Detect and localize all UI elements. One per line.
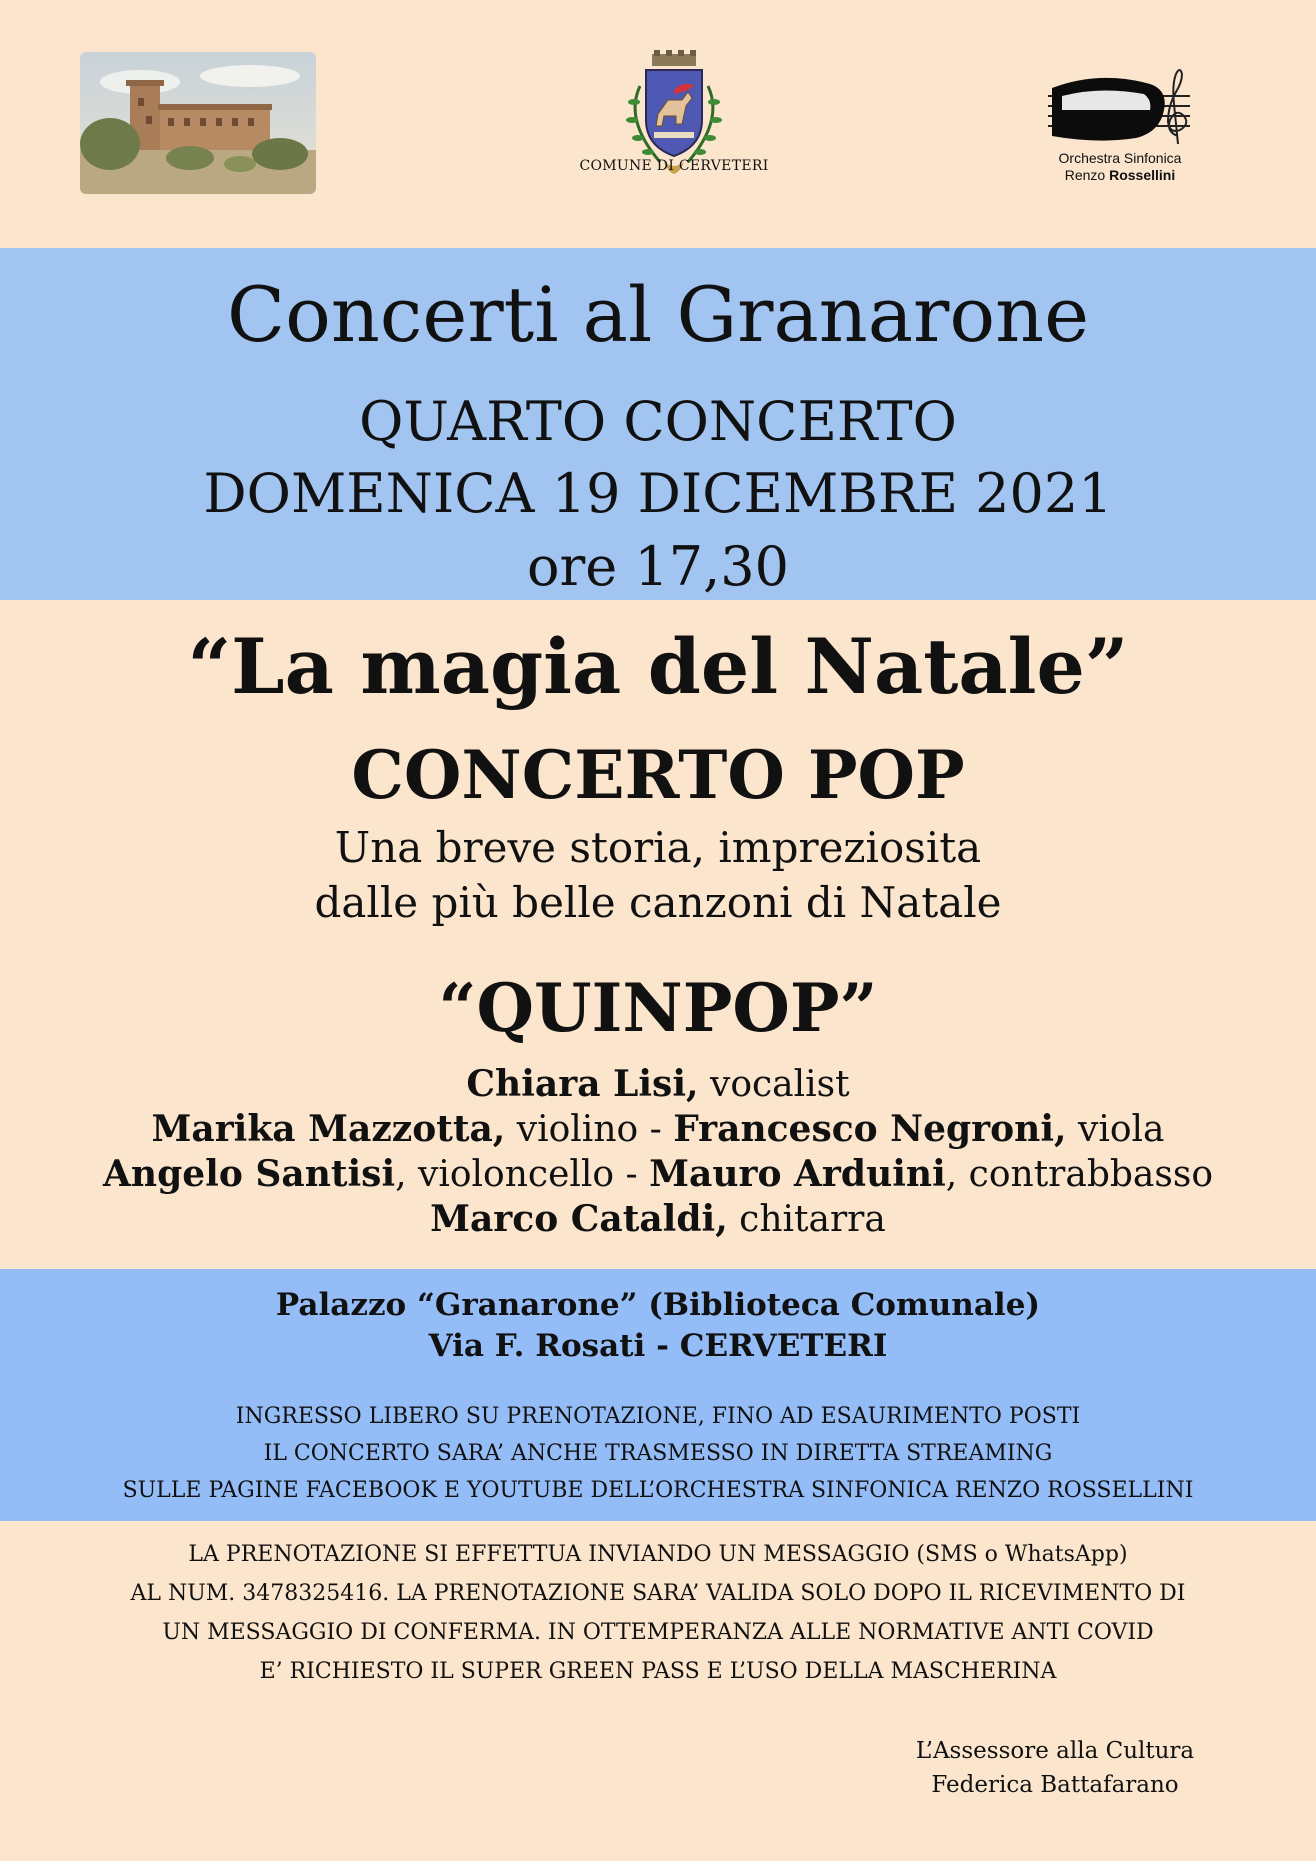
signature-role: L’Assessore alla Cultura	[915, 1738, 1195, 1764]
concert-date: DOMENICA 19 DICEMBRE 2021	[203, 462, 1113, 525]
concert-number: QUARTO CONCERTO	[359, 390, 957, 453]
venue-address: Via F. Rosati - CERVETERI	[428, 1328, 888, 1364]
info-line: SULLE PAGINE FACEBOOK E YOUTUBE DELL’ORCHESTRA SINFONICA RENZO ROSSELLINI	[122, 1478, 1194, 1503]
show-description-line2: dalle più belle canzoni di Natale	[314, 878, 1002, 927]
performer-role: vocalist	[698, 1064, 850, 1105]
performer-line	[0, 1062, 1316, 1107]
performer-line	[0, 1197, 1316, 1242]
series-title: Concerti al Granarone	[226, 270, 1090, 359]
orchestra-label	[1010, 150, 1230, 184]
performer-role: , violoncello -	[395, 1154, 650, 1195]
performer-role: , contrabbasso	[945, 1154, 1214, 1195]
performer-role: chitarra	[727, 1199, 886, 1240]
performer-name: Mauro Arduini	[649, 1153, 946, 1195]
orchestra-name-last: Rossellini	[1109, 167, 1176, 183]
booking-line: UN MESSAGGIO DI CONFERMA. IN OTTEMPERANZA ALLE NORMATIVE ANTI COVID	[162, 1620, 1154, 1645]
band-name: “QUINPOP”	[438, 969, 878, 1047]
performer-line	[0, 1107, 1316, 1152]
orchestra-label-line2	[1010, 167, 1230, 184]
show-description-line1: Una breve storia, impreziosita	[334, 823, 982, 872]
performer-role: violino -	[505, 1109, 674, 1150]
performer-name: Francesco Negroni,	[673, 1108, 1067, 1150]
performer-name: Angelo Santisi	[102, 1153, 396, 1195]
performer-name: Marika Mazzotta,	[151, 1108, 506, 1150]
violin-treble-clef-icon	[1040, 66, 1200, 152]
crest-label: COMUNE DI CERVETERI	[579, 158, 769, 174]
show-type: CONCERTO POP	[351, 736, 965, 814]
signature-name: Federica Battafarano	[931, 1772, 1179, 1798]
concert-time: ore 17,30	[526, 535, 790, 598]
performer-role: viola	[1066, 1109, 1165, 1150]
booking-line: AL NUM. 3478325416. LA PRENOTAZIONE SARA’ VALIDA SOLO DOPO IL RICEVIMENTO DI	[130, 1581, 1186, 1606]
performer-name: Marco Cataldi,	[430, 1198, 728, 1240]
performer-name: Chiara Lisi,	[466, 1063, 699, 1105]
performer-line	[0, 1152, 1316, 1197]
venue-name: Palazzo “Granarone” (Biblioteca Comunale)	[275, 1287, 1041, 1323]
orchestra-name-first: Renzo	[1064, 167, 1110, 183]
show-title: “La magia del Natale”	[187, 622, 1129, 711]
booking-line: LA PRENOTAZIONE SI EFFETTUA INVIANDO UN MESSAGGIO (SMS o WhatsApp)	[188, 1542, 1128, 1567]
granarone-building-photo	[80, 52, 316, 194]
orchestra-label-line1: Orchestra Sinfonica	[1058, 150, 1182, 166]
info-line: INGRESSO LIBERO SU PRENOTAZIONE, FINO AD ESAURIMENTO POSTI	[235, 1404, 1081, 1429]
booking-line: E’ RICHIESTO IL SUPER GREEN PASS E L’USO DELLA MASCHERINA	[259, 1659, 1057, 1684]
info-line: IL CONCERTO SARA’ ANCHE TRASMESSO IN DIRETTA STREAMING	[263, 1441, 1053, 1466]
